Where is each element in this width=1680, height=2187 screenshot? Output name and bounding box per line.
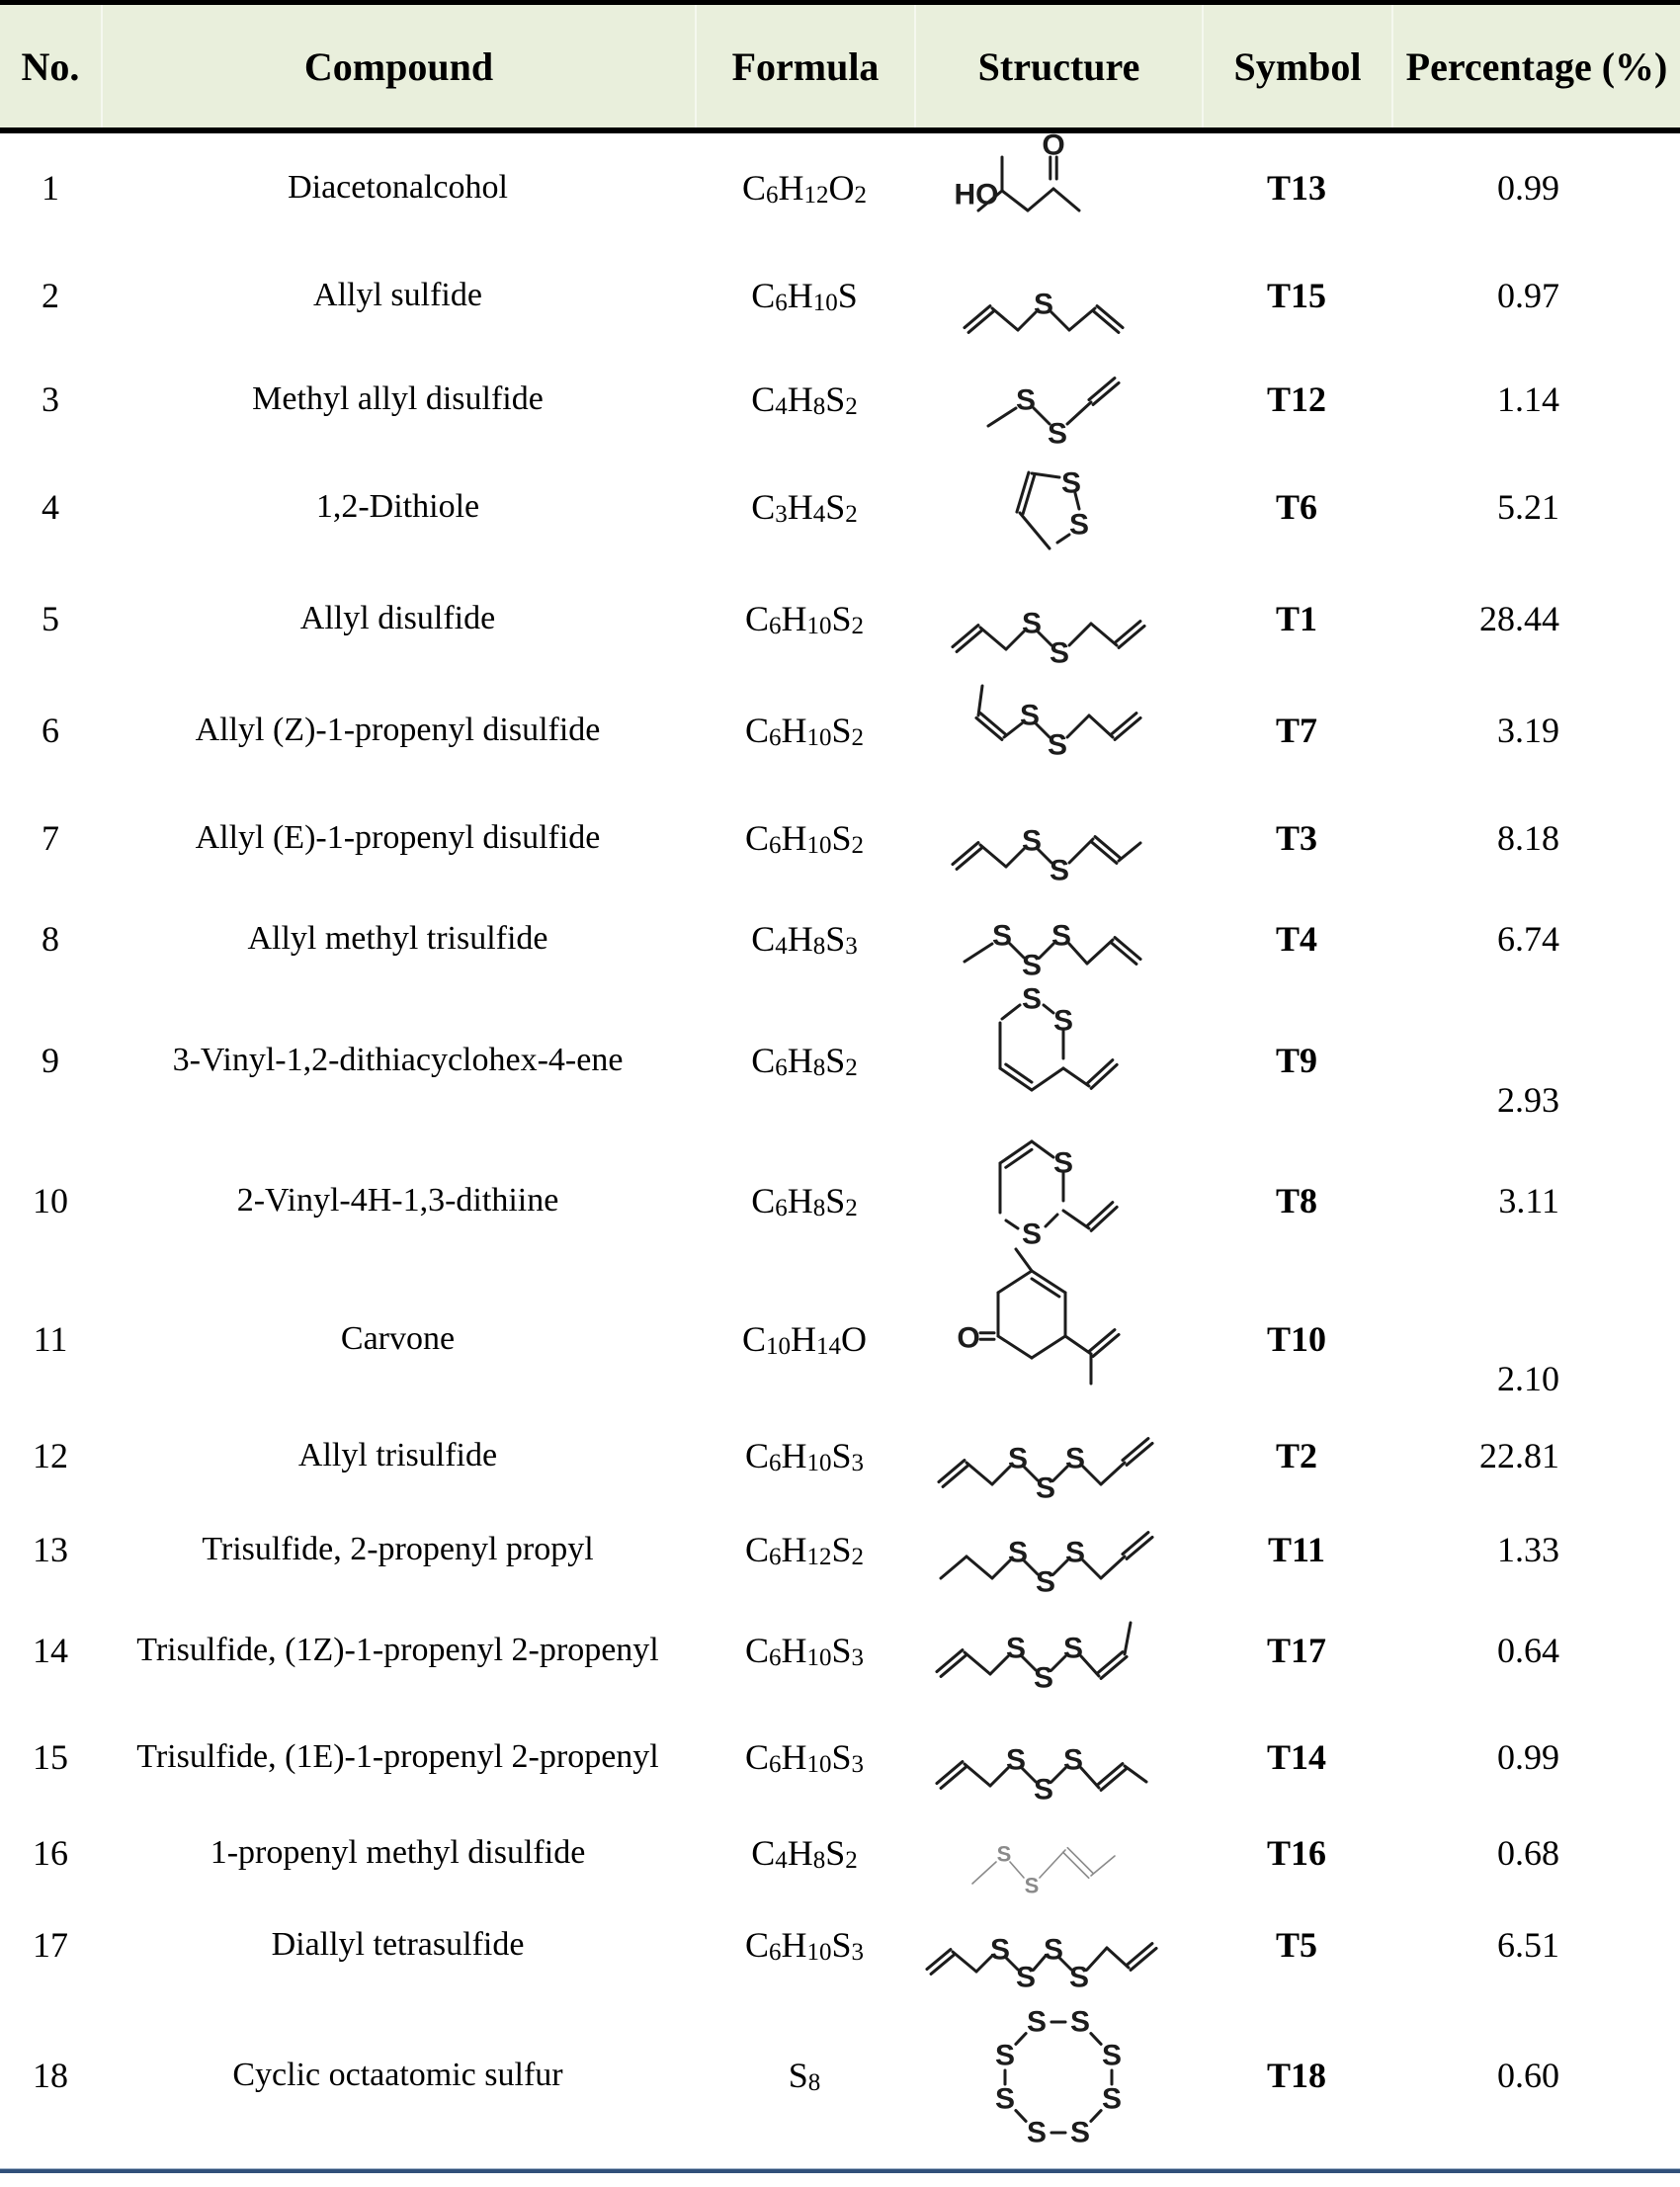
- bottom-spacer: [0, 2159, 1680, 2168]
- percentage-value: [1391, 1808, 1680, 1897]
- structure-drawing: [914, 1596, 1202, 1705]
- structure-drawing: [914, 1991, 1202, 2159]
- compound-symbol: T1: [1275, 599, 1317, 638]
- svg-text:S: S: [1005, 1743, 1026, 1776]
- compound-name: Allyl trisulfide: [297, 1436, 498, 1473]
- percentage-text: 8.18: [1497, 817, 1559, 858]
- svg-text:S: S: [1101, 2082, 1122, 2116]
- row-number: 18: [33, 2056, 68, 2095]
- table-row: [0, 1808, 1680, 1897]
- row-number: 10: [33, 1181, 68, 1220]
- compound-formula: C 6 H 12 S 2: [744, 1529, 865, 1570]
- compound-symbol: T4: [1275, 919, 1317, 959]
- compound-formula: C 6 H 10 S 3: [744, 1631, 865, 1671]
- structure-drawing: [914, 674, 1202, 786]
- compound-formula: C 10 H 14 O: [741, 1319, 867, 1360]
- compound-name: Methyl allyl disulfide: [252, 379, 544, 417]
- svg-text:S: S: [1049, 636, 1069, 670]
- svg-text:S: S: [1047, 417, 1067, 450]
- row-number: 1: [42, 168, 59, 208]
- percentage-value: [1391, 348, 1680, 450]
- table-row: [0, 982, 1680, 1132]
- percentage-text: 1.33: [1497, 1529, 1559, 1569]
- row-number: 5: [42, 599, 59, 638]
- row-number: 14: [33, 1631, 68, 1670]
- percentage-value: [1391, 133, 1680, 242]
- structure-drawing: [914, 1270, 1202, 1408]
- table-row: [0, 1596, 1680, 1705]
- percentage-text: 0.99: [1497, 168, 1559, 208]
- percentage-text: 6.51: [1497, 1924, 1559, 1965]
- percentage-text: 2.93: [1497, 1079, 1559, 1120]
- row-number: 12: [33, 1435, 68, 1475]
- svg-text:S: S: [1062, 1743, 1083, 1776]
- percentage-text: 0.68: [1497, 1833, 1559, 1873]
- compound-symbol: T10: [1266, 1319, 1326, 1359]
- table-row: [0, 786, 1680, 889]
- table-row: [0, 128, 1680, 242]
- row-number: 15: [33, 1736, 68, 1777]
- compound-symbol: T2: [1275, 1435, 1317, 1475]
- percentage-value: [1391, 1270, 1680, 1408]
- svg-text:O: O: [1041, 128, 1065, 162]
- percentage-value: [1391, 674, 1680, 786]
- percentage-text: 3.11: [1498, 1181, 1559, 1220]
- compound-name: Diallyl tetrasulfide: [271, 1925, 525, 1963]
- percentage-value: [1391, 1897, 1680, 1991]
- compound-symbol: T11: [1267, 1529, 1326, 1569]
- row-number: 4: [42, 486, 59, 527]
- svg-text:S: S: [1007, 1442, 1028, 1474]
- compound-formula: C 4 H 8 S 2: [751, 379, 858, 420]
- compound-formula: C 6 H 8 S 2: [751, 1181, 858, 1221]
- compound-name: Cyclic octaatomic sulfur: [232, 2057, 563, 2093]
- svg-text:S: S: [1043, 1933, 1063, 1966]
- compound-formula: C 4 H 8 S 3: [751, 919, 858, 960]
- svg-text:S: S: [1049, 854, 1069, 886]
- svg-text:S: S: [996, 1841, 1011, 1867]
- column-header-formula: Formula: [695, 5, 914, 127]
- compound-formula: C 6 H 10 S 3: [744, 1435, 865, 1476]
- svg-text:S: S: [1069, 2116, 1090, 2149]
- table-row: [0, 242, 1680, 348]
- svg-text:S: S: [1064, 1536, 1085, 1568]
- svg-text:S: S: [1021, 949, 1042, 982]
- percentage-text: 0.97: [1497, 275, 1559, 315]
- svg-text:S: S: [1060, 466, 1081, 499]
- table-row: [0, 1705, 1680, 1808]
- svg-text:O: O: [956, 1321, 980, 1355]
- table-bottom-rule: [0, 2169, 1680, 2173]
- percentage-text: 0.64: [1497, 1631, 1559, 1670]
- compound-formula: C 4 H 8 S 2: [751, 1833, 858, 1874]
- svg-text:S: S: [1007, 1536, 1028, 1568]
- table-row: [0, 1132, 1680, 1270]
- table-row: [0, 1408, 1680, 1502]
- svg-text:S: S: [1062, 1632, 1083, 1665]
- percentage-text: 2.10: [1497, 1359, 1559, 1398]
- column-header-compound: Compound: [101, 5, 695, 127]
- percentage-text: 0.99: [1497, 1736, 1559, 1777]
- svg-text:S: S: [1021, 982, 1042, 1015]
- row-number: 6: [42, 710, 59, 750]
- svg-text:S: S: [1033, 1661, 1053, 1695]
- svg-text:S: S: [1015, 383, 1036, 416]
- compound-formula: C 6 H 10 S 2: [744, 817, 865, 859]
- compound-name: 2-Vinyl-4H-1,3-dithiine: [236, 1182, 559, 1219]
- compound-name: Allyl disulfide: [299, 600, 496, 636]
- compound-formula: C 6 H 12 O 2: [741, 168, 867, 209]
- svg-text:S: S: [1050, 919, 1071, 953]
- compound-symbol: T15: [1266, 275, 1326, 315]
- compound-name: 1,2-Dithiole: [315, 487, 480, 525]
- svg-text:S: S: [994, 2082, 1015, 2116]
- svg-text:S: S: [1021, 607, 1042, 640]
- table-row: [0, 563, 1680, 674]
- compound-name: Allyl (E)-1-propenyl disulfide: [195, 818, 601, 856]
- svg-text:HO: HO: [954, 178, 998, 211]
- svg-text:S: S: [989, 1933, 1010, 1966]
- percentage-value: [1391, 1408, 1680, 1502]
- table-row: [0, 348, 1680, 450]
- table-row: [0, 1991, 1680, 2159]
- percentage-value: [1391, 1132, 1680, 1270]
- table-row: [0, 889, 1680, 988]
- row-number: 9: [42, 1040, 59, 1080]
- compound-name: Allyl sulfide: [313, 276, 482, 313]
- column-header-structure: Structure: [914, 5, 1202, 127]
- compound-name: Trisulfide, 2-propenyl propyl: [202, 1530, 594, 1567]
- table-row: [0, 1270, 1680, 1408]
- compound-name: Allyl (Z)-1-propenyl disulfide: [195, 711, 601, 748]
- row-number: 13: [33, 1529, 68, 1569]
- compound-name: Trisulfide, (1E)-1-propenyl 2-propenyl: [136, 1737, 659, 1775]
- svg-text:S: S: [1101, 2039, 1122, 2072]
- svg-text:S: S: [1068, 1961, 1089, 1993]
- table-row: [0, 674, 1680, 786]
- compound-symbol: T16: [1266, 1833, 1326, 1873]
- compound-formula: C 3 H 4 S 2: [751, 486, 858, 528]
- compound-symbol: T9: [1275, 1040, 1317, 1080]
- svg-text:S: S: [1052, 1146, 1073, 1180]
- percentage-value: [1391, 988, 1680, 1132]
- svg-text:S: S: [1021, 824, 1042, 857]
- percentage-value: [1391, 786, 1680, 889]
- percentage-value: [1391, 563, 1680, 674]
- compound-symbol: T12: [1266, 379, 1326, 419]
- compound-symbol: T6: [1275, 486, 1317, 527]
- percentage-value: [1391, 450, 1680, 563]
- row-number: 17: [33, 1924, 68, 1965]
- percentage-text: 3.19: [1497, 710, 1559, 750]
- structure-drawing: [914, 242, 1202, 348]
- svg-text:S: S: [1026, 2005, 1047, 2039]
- table-body: [0, 128, 1680, 2159]
- svg-text:S: S: [1033, 288, 1053, 320]
- percentage-text: 6.74: [1497, 919, 1559, 959]
- compound-name: Allyl methyl trisulfide: [247, 920, 548, 957]
- percentage-value: [1391, 1502, 1680, 1596]
- table-row: [0, 450, 1680, 563]
- compound-symbol: T5: [1275, 1924, 1317, 1965]
- compound-symbol: T3: [1275, 817, 1317, 858]
- percentage-value: [1391, 242, 1680, 348]
- compound-name: Trisulfide, (1Z)-1-propenyl 2-propenyl: [136, 1632, 659, 1668]
- svg-text:S: S: [991, 919, 1012, 953]
- compound-formula: C 6 H 10 S 2: [744, 599, 865, 639]
- svg-text:S: S: [1069, 2005, 1090, 2039]
- percentage-text: 22.81: [1479, 1435, 1559, 1475]
- row-number: 8: [42, 919, 59, 959]
- compound-formula: C 6 H 10 S: [751, 275, 858, 316]
- percentage-value: [1391, 1705, 1680, 1808]
- svg-text:S: S: [994, 2039, 1015, 2072]
- table-header-row: [0, 5, 1680, 127]
- row-number: 3: [42, 379, 59, 419]
- compound-symbol: T13: [1266, 168, 1326, 208]
- compound-symbol: T14: [1266, 1736, 1326, 1777]
- svg-text:S: S: [1026, 2116, 1047, 2149]
- svg-text:S: S: [1047, 728, 1067, 761]
- row-number: 2: [42, 275, 59, 315]
- percentage-value: [1391, 1991, 1680, 2159]
- compound-formula: S 8: [788, 2056, 821, 2096]
- compound-name: 3-Vinyl-1,2-dithiacyclohex-4-ene: [172, 1041, 624, 1078]
- svg-text:S: S: [1035, 1472, 1055, 1504]
- table-row: [0, 1897, 1680, 1991]
- table-row: [0, 1502, 1680, 1596]
- percentage-text: 1.14: [1497, 379, 1559, 419]
- compound-formula: C 6 H 10 S 3: [744, 1924, 865, 1966]
- percentage-value: [1391, 889, 1680, 988]
- svg-text:S: S: [1015, 1961, 1036, 1993]
- structure-drawing: [914, 128, 1202, 242]
- percentage-value: [1391, 1596, 1680, 1705]
- column-header-percentage: Percentage (%): [1391, 5, 1680, 127]
- compound-name: Diacetonalcohol: [288, 169, 508, 206]
- svg-text:S: S: [1019, 699, 1040, 731]
- row-number: 7: [42, 817, 59, 858]
- compound-symbol: T18: [1266, 2056, 1326, 2095]
- compound-formula: C 6 H 10 S 2: [744, 710, 865, 751]
- svg-text:S: S: [1005, 1632, 1026, 1665]
- svg-text:S: S: [1052, 1004, 1073, 1037]
- compound-symbol: T8: [1275, 1181, 1317, 1220]
- row-number: 11: [33, 1319, 68, 1359]
- svg-text:S: S: [1024, 1873, 1039, 1898]
- column-header-no: No.: [21, 43, 80, 89]
- percentage-text: 28.44: [1479, 599, 1559, 638]
- compound-formula: C 6 H 10 S 3: [744, 1736, 865, 1778]
- compound-formula: C 6 H 8 S 2: [751, 1040, 858, 1081]
- svg-text:S: S: [1068, 508, 1089, 541]
- compound-name: 1-propenyl methyl disulfide: [210, 1834, 586, 1871]
- compound-symbol: T17: [1266, 1631, 1326, 1670]
- column-header-symbol: Symbol: [1202, 5, 1391, 127]
- percentage-text: 5.21: [1497, 486, 1559, 527]
- structure-cyclic-s8: [915, 1972, 1202, 2179]
- structure-drawing: [914, 450, 1202, 563]
- compound-symbol: T7: [1275, 710, 1317, 750]
- svg-text:S: S: [1021, 1218, 1042, 1251]
- svg-text:S: S: [1035, 1565, 1055, 1598]
- svg-text:S: S: [1064, 1442, 1085, 1474]
- percentage-text: 0.60: [1497, 2056, 1559, 2095]
- row-number: 16: [33, 1833, 68, 1873]
- compound-name: Carvone: [340, 1320, 456, 1357]
- svg-text:S: S: [1033, 1773, 1053, 1806]
